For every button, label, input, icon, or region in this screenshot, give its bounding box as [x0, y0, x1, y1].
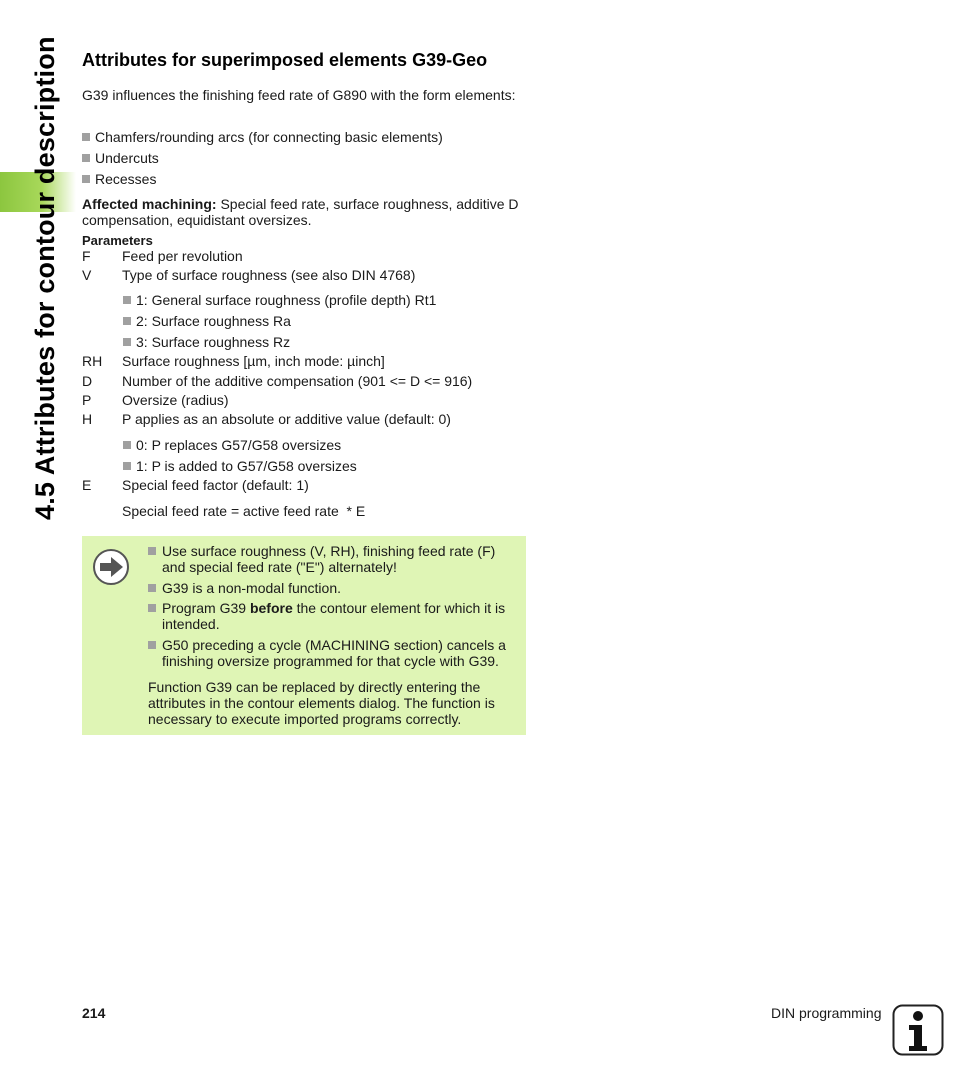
element-text: Recesses [95, 171, 157, 187]
bullet-marker [148, 604, 156, 612]
note-item-text: G50 preceding a cycle (MACHINING section) cancels a finishing oversize programmed for that cycle with G39. [162, 637, 506, 669]
arrow-right-icon [92, 548, 130, 586]
element-text: Undercuts [95, 150, 159, 166]
info-icon [892, 1004, 944, 1056]
affected-text: Special feed rate, surface roughness, additive D compensation, equidistant oversizes. [82, 196, 519, 228]
option-list-item [123, 458, 357, 474]
note-item-text [162, 600, 522, 632]
option-text: 0: P replaces G57/G58 oversizes [136, 437, 342, 453]
formula-text: Special feed rate = active feed rate * E [122, 503, 366, 519]
note-item-text: Use surface roughness (V, RH), finishing feed rate (F) and special feed rate ("E") alternately! [162, 543, 496, 575]
element-list-item [82, 171, 156, 187]
chapter-side-title: 4.5 Attributes for contour description [30, 36, 60, 520]
param-desc: Special feed factor (default: 1) [122, 477, 309, 493]
intro-paragraph: G39 influences the finishing feed rate of G890 with the form elements: [82, 87, 516, 103]
note-text-part: the contour element for which it is intended. [162, 600, 506, 632]
param-desc: P applies as an absolute or additive value (default: 0) [122, 411, 451, 427]
section-heading: Attributes for superimposed elements G39-Geo [82, 50, 488, 70]
param-key: P [82, 392, 92, 408]
option-list-item [123, 437, 341, 453]
element-list-item [82, 150, 159, 166]
param-desc: Type of surface roughness (see also DIN 4768) [122, 267, 416, 283]
note-emphasis: before [249, 600, 293, 616]
param-key: H [82, 411, 93, 427]
note-item-text: G39 is a non-modal function. [162, 580, 341, 596]
bullet-marker [148, 641, 156, 649]
option-list-item [123, 313, 291, 329]
bullet-marker [148, 547, 156, 555]
page-number: 214 [82, 1005, 106, 1021]
option-text: 2: Surface roughness Ra [136, 313, 291, 329]
option-text: 1: General surface roughness (profile depth) Rt1 [136, 292, 437, 308]
param-desc: Number of the additive compensation (901 <= D <= 916) [122, 373, 473, 389]
footer-chapter-label: DIN programming [771, 1005, 882, 1021]
option-text: 3: Surface roughness Rz [136, 334, 291, 350]
note-closing-text: Function G39 can be replaced by directly entering the attributes in the contour elements dialog. The function is necessary to execute imported programs correctly. [148, 679, 495, 727]
option-list-item [123, 334, 290, 350]
param-key: V [82, 267, 92, 283]
option-text: 1: P is added to G57/G58 oversizes [136, 458, 357, 474]
param-key: D [82, 373, 93, 389]
param-desc: Surface roughness [µm, inch mode: µinch] [122, 353, 385, 369]
param-key: RH [82, 353, 103, 369]
param-desc: Feed per revolution [122, 248, 243, 264]
param-key: E [82, 477, 92, 493]
option-list-item [123, 292, 436, 308]
parameters-heading: Parameters [82, 233, 153, 248]
note-box [82, 536, 526, 735]
param-key: F [82, 248, 91, 264]
element-list-item [82, 129, 443, 145]
affected-machining [82, 196, 522, 228]
param-desc: Oversize (radius) [122, 392, 229, 408]
affected-label: Affected machining: [82, 196, 217, 212]
bullet-marker [148, 584, 156, 592]
note-text-part: Program G39 [162, 600, 250, 616]
element-text: Chamfers/rounding arcs (for connecting basic elements) [95, 129, 443, 145]
